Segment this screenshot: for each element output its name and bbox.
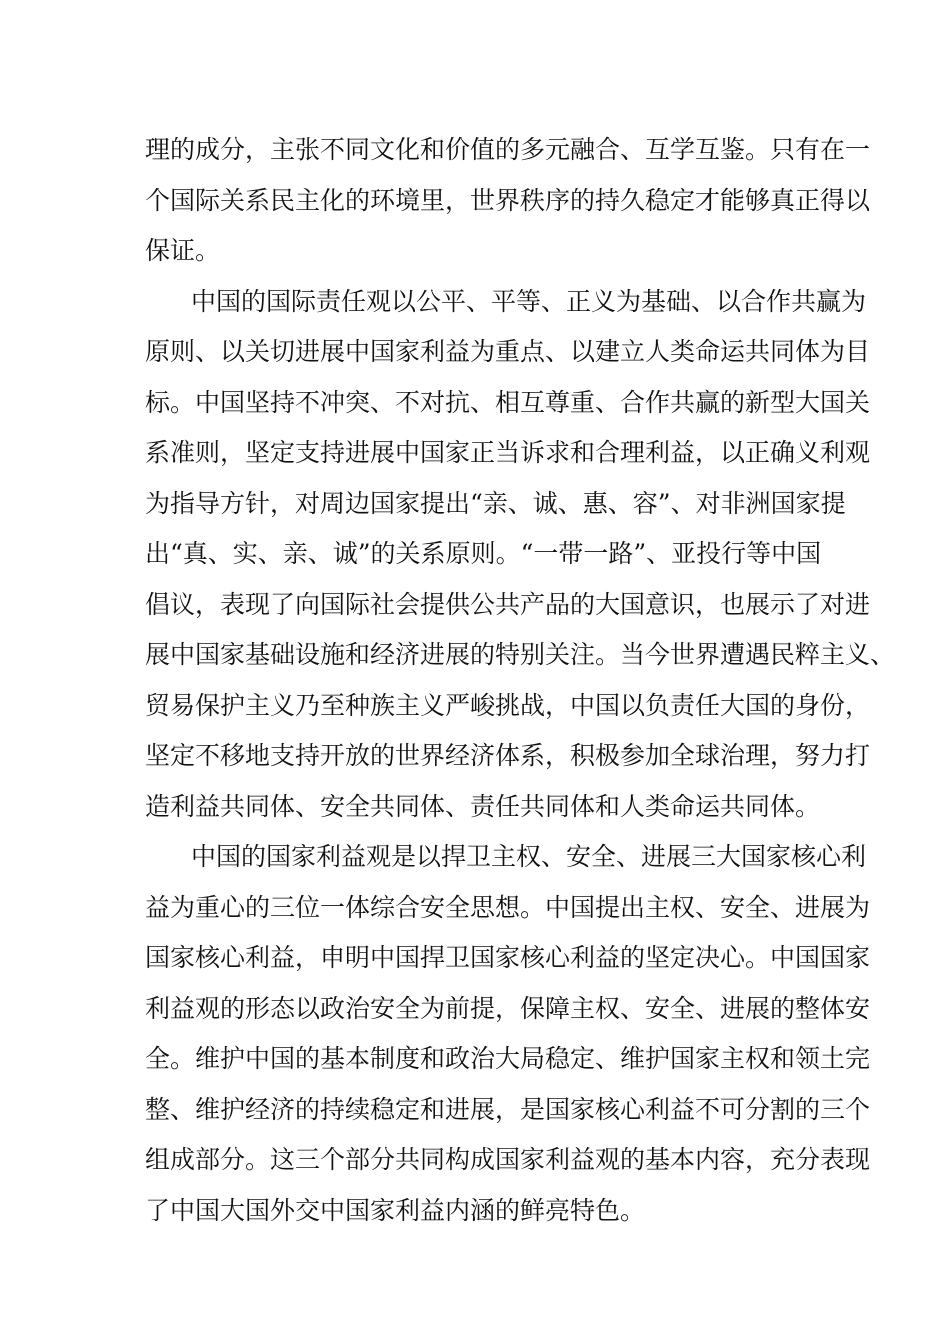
paragraph-3 <box>145 832 871 1236</box>
text-line: 展中国家基础设施和经济进展的特别关注。当今世界遭遇民粹主义、 <box>145 640 896 669</box>
text-line: 国家核心利益，申明中国捍卫国家核心利益的坚定决心。中国国家 <box>145 943 871 972</box>
text-line: 利益观的形态以政治安全为前提，保障主权、安全、进展的整体安 <box>145 993 871 1023</box>
text-line: 坚定不移地支持开放的世界经济体系，积极参加全球治理，努力打 <box>145 741 871 770</box>
text-line: 全。维护中国的基本制度和政治大局稳定、维护国家主权和领土完 <box>145 1044 871 1073</box>
text-line: 个国际关系民主化的环境里，世界秩序的持久稳定才能够真正得以 <box>145 185 871 215</box>
text-line: 原则、以关切进展中国家利益为重点、以建立人类命运共同体为目 <box>145 337 871 366</box>
body-text <box>145 125 896 1236</box>
text-line: 为指导方针，对周边国家提出“亲、诚、惠、容”、对非洲国家提 <box>145 488 846 518</box>
text-line: 标。中国坚持不冲突、不对抗、相互尊重、合作共赢的新型大国关 <box>145 387 871 417</box>
text-line: 系准则，坚定支持进展中国家正当诉求和合理利益，以正确义利观 <box>145 438 871 467</box>
text-line: 造利益共同体、安全共同体、责任共同体和人类命运共同体。 <box>145 791 821 821</box>
text-line: 益为重心的三位一体综合安全思想。中国提出主权、安全、进展为 <box>145 892 871 922</box>
text-line: 保证。 <box>145 236 221 265</box>
text-line: 倡议，表现了向国际社会提供公共产品的大国意识，也展示了对进 <box>145 589 871 619</box>
paragraph-1 <box>145 125 871 277</box>
text-line: 贸易保护主义乃至种族主义严峻挑战，中国以负责任大国的身份， <box>145 690 871 720</box>
text-line: 组成部分。这三个部分共同构成国家利益观的基本内容，充分表现 <box>145 1145 871 1174</box>
text-line: 中国的国家利益观是以捍卫主权、安全、进展三大国家核心利 <box>191 842 867 871</box>
text-line: 出“真、实、亲、诚”的关系原则。“一带一路”、亚投行等中国 <box>145 539 822 568</box>
text-line: 了中国大国外交中国家利益内涵的鲜亮特色。 <box>145 1195 646 1225</box>
text-line: 整、维护经济的持续稳定和进展，是国家核心利益不可分割的三个 <box>145 1094 871 1124</box>
paragraph-2 <box>145 277 896 833</box>
text-line: 中国的国际责任观以公平、平等、正义为基础、以合作共赢为 <box>191 286 867 316</box>
text-line: 理的成分，主张不同文化和价值的多元融合、互学互鉴。只有在一 <box>145 135 871 164</box>
